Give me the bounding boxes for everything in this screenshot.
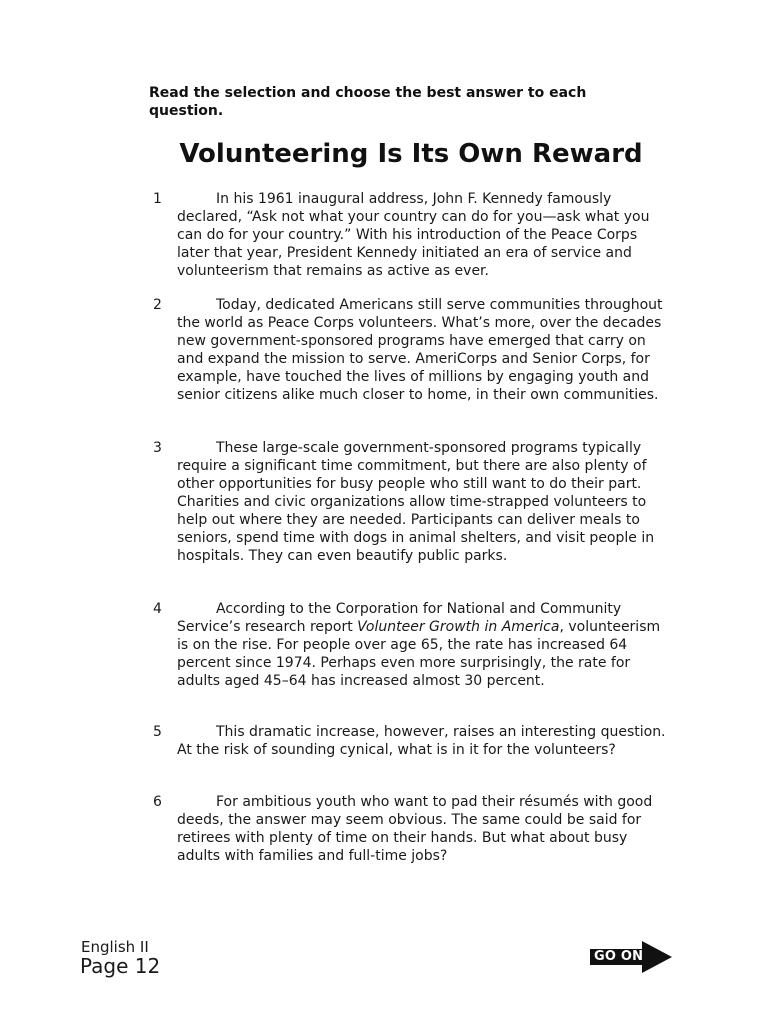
paragraph-text <box>177 600 671 690</box>
paragraph-5 <box>153 723 673 759</box>
paragraph-4 <box>153 600 673 690</box>
paragraph-text-start: According to the Corporation for National and Community Service’s research report <box>177 601 622 635</box>
page-title: Volunteering Is Its Own Reward <box>179 139 643 169</box>
go-on-arrow-icon <box>590 941 674 973</box>
paragraph-6 <box>153 793 673 865</box>
paragraph-number: 3 <box>153 440 162 456</box>
paragraph-text: These large-scale government-sponsored programs typically require a significant time commitment, but there are also plenty of other opportunities for busy people who still want to do their part. Charities and civic organizations allow time-strapped volunteers to help out where they are needed. Participants can deliver meals to seniors, spend time with dogs in animal shelters, and visit people in hospitals. They can even beautify public parks. <box>177 440 655 564</box>
paragraph-text: Today, dedicated Americans still serve communities throughout the world as Peace Corps volunteers. What’s more, over the decades new government-sponsored programs have emerged that carry on and expand the mission to serve. AmeriCorps and Senior Corps, for example, have touched the lives of millions by engaging youth and senior citizens alike much closer to home, in their own communities. <box>177 297 663 403</box>
paragraph-text: In his 1961 inaugural address, John F. Kennedy famously declared, “Ask not what your country can do for you—ask what you can do for your country.” With his introduction of the Peace Corps later that year, President Kennedy initiated an era of service and volunteerism that remains as active as ever. <box>177 191 650 279</box>
paragraph-number: 6 <box>153 794 162 810</box>
go-on-label: GO ON <box>594 949 644 964</box>
paragraph-2 <box>153 296 673 404</box>
instructions: Read the selection and choose the best answer to each question. <box>149 85 587 119</box>
page-number: Page 12 <box>80 954 161 978</box>
report-title: Volunteer Growth in America <box>357 619 560 635</box>
paragraph-number: 2 <box>153 297 162 313</box>
course-name: English II <box>81 938 149 956</box>
arrow-right-icon <box>642 941 672 973</box>
paragraph-text: For ambitious youth who want to pad their résumés with good deeds, the answer may seem obvious. The same could be said for retirees with plenty of time on their hands. But what about busy adults with families and full-time jobs? <box>177 794 653 864</box>
paragraph-3 <box>153 439 673 565</box>
paragraph-text: This dramatic increase, however, raises an interesting question. At the risk of sounding cynical, what is in it for the volunteers? <box>177 724 666 758</box>
paragraph-number: 1 <box>153 191 162 207</box>
paragraph-1 <box>153 190 673 280</box>
paragraph-text-end: , volunteerism is on the rise. For people over age 65, the rate has increased 64 percent since 1974. Perhaps even more surprisingly, the rate for adults aged 45–64 has increased almost 30 percent. <box>177 619 661 689</box>
paragraph-number: 4 <box>153 601 162 617</box>
paragraph-number: 5 <box>153 724 162 740</box>
